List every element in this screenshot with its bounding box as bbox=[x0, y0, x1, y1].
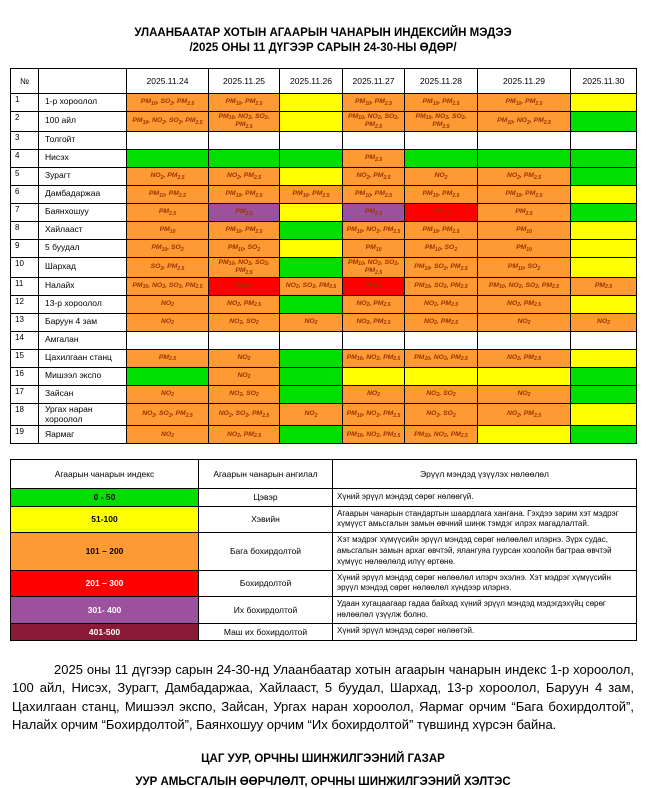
aqi-cell bbox=[571, 111, 637, 131]
aqi-cell: $NO_2$, $PM_{2.5}$ bbox=[478, 403, 571, 426]
legend-row bbox=[11, 597, 637, 624]
station-name: Дамбадаржаа bbox=[39, 185, 127, 203]
station-name: 100 айл bbox=[39, 111, 127, 131]
aqi-cell: $PM_{10}$, $SO_2$, $PM_{2.5}$ bbox=[405, 277, 478, 295]
aqi-row-14 bbox=[11, 331, 637, 349]
aqi-cell bbox=[127, 367, 209, 385]
aqi-cell bbox=[280, 149, 343, 167]
aqi-cell: $PM_{10}$, $NO_2$, $SO_2$, $PM_{2.5}$ bbox=[343, 257, 405, 277]
aqi-cell: $PM_{10}$, $PM_{2.5}$ bbox=[209, 185, 280, 203]
aqi-cell: $NO_2$, $PM_{2.5}$ bbox=[343, 313, 405, 331]
aqi-cell bbox=[571, 385, 637, 403]
aqi-cell: $NO_2$, $SO_2$ bbox=[209, 313, 280, 331]
legend-category: Маш их бохирдолтой bbox=[199, 623, 333, 640]
legend-table-body bbox=[11, 489, 637, 641]
footer-department: УУР АМЬСГАЛЫН ӨӨРЧЛӨЛТ, ОРЧНЫ ШИНЖИЛГЭЭНИЙ ХЭЛТЭС bbox=[135, 775, 511, 788]
aqi-row-12 bbox=[11, 295, 637, 313]
aqi-cell bbox=[571, 295, 637, 313]
station-name: Цахилгаан станц bbox=[39, 349, 127, 367]
aqi-cell bbox=[280, 426, 343, 444]
aqi-cell bbox=[571, 426, 637, 444]
aqi-cell bbox=[127, 131, 209, 149]
aqi-cell: $PM_{10}$, $SO_2$ bbox=[127, 239, 209, 257]
aqi-row-11 bbox=[11, 277, 637, 295]
aqi-cell: $NO_2$, $PM_{2.5}$ bbox=[209, 167, 280, 185]
aqi-cell: $PM_{10}$ bbox=[478, 221, 571, 239]
legend-header-index: Агаарын чанарын индекс bbox=[11, 460, 199, 489]
aqi-station-header bbox=[39, 68, 127, 93]
row-number: 6 bbox=[11, 185, 39, 203]
aqi-row-3 bbox=[11, 131, 637, 149]
aqi-cell bbox=[478, 149, 571, 167]
aqi-cell: $PM_{10}$, $SO_2$ bbox=[478, 257, 571, 277]
aqi-cell: $NO_2$, $PM_{2.5}$ bbox=[127, 167, 209, 185]
aqi-cell: $PM_{10}$, $PM_{2.5}$ bbox=[405, 93, 478, 111]
legend-range: 0 - 50 bbox=[11, 489, 199, 506]
legend-range: 401-500 bbox=[11, 623, 199, 640]
aqi-cell bbox=[280, 93, 343, 111]
aqi-cell bbox=[209, 149, 280, 167]
aqi-cell bbox=[571, 149, 637, 167]
aqi-cell: $PM_{2.5}$ bbox=[478, 203, 571, 221]
aqi-cell bbox=[280, 331, 343, 349]
row-number: 8 bbox=[11, 221, 39, 239]
station-name: Зайсан bbox=[39, 385, 127, 403]
aqi-cell: $NO_2$, $SO_2$ bbox=[405, 385, 478, 403]
aqi-cell: $NO_2$, $PM_{2.5}$ bbox=[343, 167, 405, 185]
aqi-cell: $PM_{10}$, $PM_{2.5}$ bbox=[127, 185, 209, 203]
aqi-cell bbox=[280, 295, 343, 313]
station-name: Налайх bbox=[39, 277, 127, 295]
aqi-cell: $NO_2$ bbox=[209, 349, 280, 367]
aqi-date-header-2: 2025.11.26 bbox=[280, 68, 343, 93]
aqi-row-16 bbox=[11, 367, 637, 385]
legend-row bbox=[11, 570, 637, 597]
aqi-cell bbox=[571, 167, 637, 185]
aqi-cell: $PM_{10}$, $PM_{2.5}$ bbox=[209, 93, 280, 111]
aqi-number-header: № bbox=[11, 68, 39, 93]
aqi-cell: $PM_{2.5}$ bbox=[209, 277, 280, 295]
aqi-cell: $NO_2$ bbox=[478, 385, 571, 403]
aqi-cell: $PM_{10}$, $NO_2$, $SO_2$, $PM_{2.5}$ bbox=[209, 111, 280, 131]
aqi-row-6 bbox=[11, 185, 637, 203]
legend-row bbox=[11, 623, 637, 640]
row-number: 9 bbox=[11, 239, 39, 257]
legend-range: 301- 400 bbox=[11, 597, 199, 624]
aqi-cell: $NO_2$ bbox=[571, 313, 637, 331]
aqi-cell: $PM_{2.5}$ bbox=[343, 203, 405, 221]
aqi-cell: $NO_2$ bbox=[127, 313, 209, 331]
aqi-cell: $NO_2$ bbox=[209, 367, 280, 385]
aqi-cell: $PM_{10}$, $SO_2$ bbox=[209, 239, 280, 257]
row-number: 4 bbox=[11, 149, 39, 167]
aqi-cell: $NO_2$, $SO_2$ bbox=[405, 403, 478, 426]
aqi-cell: $NO_2$ bbox=[127, 426, 209, 444]
aqi-row-15 bbox=[11, 349, 637, 367]
aqi-cell bbox=[343, 367, 405, 385]
row-number: 1 bbox=[11, 93, 39, 111]
row-number: 11 bbox=[11, 277, 39, 295]
row-number: 2 bbox=[11, 111, 39, 131]
aqi-row-8 bbox=[11, 221, 637, 239]
row-number: 17 bbox=[11, 385, 39, 403]
row-number: 13 bbox=[11, 313, 39, 331]
legend-range: 101 – 200 bbox=[11, 533, 199, 570]
aqi-cell bbox=[280, 167, 343, 185]
legend-header-row bbox=[11, 460, 637, 489]
aqi-cell: $PM_{10}$, $NO_2$, $SO_2$, $PM_{2.5}$ bbox=[343, 111, 405, 131]
station-name: Ургах наран хороолол bbox=[39, 403, 127, 426]
aqi-row-19 bbox=[11, 426, 637, 444]
aqi-cell: $PM_{2.5}$ bbox=[127, 349, 209, 367]
aqi-cell: $PM_{10}$, $NO_2$, $SO_2$, $PM_{2.5}$ bbox=[127, 277, 209, 295]
aqi-cell bbox=[405, 131, 478, 149]
legend-range: 201 – 300 bbox=[11, 570, 199, 597]
aqi-cell: $PM_{2.5}$ bbox=[343, 149, 405, 167]
aqi-row-10 bbox=[11, 257, 637, 277]
aqi-cell: $PM_{10}$, $NO_2$, $PM_{2.5}$ bbox=[343, 349, 405, 367]
aqi-cell bbox=[127, 331, 209, 349]
aqi-cell: $NO_2$ bbox=[127, 295, 209, 313]
aqi-cell: $PM_{10}$, $NO_2$, $SO_2$, $PM_{2.5}$ bbox=[478, 277, 571, 295]
aqi-cell: $NO_2$, $PM_{2.5}$ bbox=[343, 295, 405, 313]
row-number: 19 bbox=[11, 426, 39, 444]
aqi-cell bbox=[343, 331, 405, 349]
aqi-row-13 bbox=[11, 313, 637, 331]
aqi-cell bbox=[571, 131, 637, 149]
aqi-cell bbox=[280, 239, 343, 257]
aqi-cell bbox=[280, 349, 343, 367]
aqi-cell bbox=[405, 367, 478, 385]
aqi-cell: $NO_2$, $SO_2$, $PM_{2.5}$ bbox=[209, 403, 280, 426]
aqi-cell bbox=[280, 385, 343, 403]
aqi-cell bbox=[571, 185, 637, 203]
station-name: Амгалан bbox=[39, 331, 127, 349]
aqi-cell: $PM_{10}$, $PM_{2.5}$ bbox=[478, 185, 571, 203]
aqi-date-header-6: 2025.11.30 bbox=[571, 68, 637, 93]
station-name: Толгойт bbox=[39, 131, 127, 149]
aqi-row-2 bbox=[11, 111, 637, 131]
aqi-table bbox=[10, 68, 637, 444]
aqi-cell: $PM_{2.5}$ bbox=[209, 203, 280, 221]
row-number: 18 bbox=[11, 403, 39, 426]
aqi-cell: $NO_2$, $SO_2$, $PM_{2.5}$ bbox=[280, 277, 343, 295]
aqi-cell: $PM_{10}$, $NO_2$, $PM_{2.5}$ bbox=[405, 426, 478, 444]
aqi-cell: $PM_{10}$, $NO_2$, $SO_2$, $PM_{2.5}$ bbox=[405, 111, 478, 131]
aqi-cell: $NO_2$, $PM_{2.5}$ bbox=[209, 295, 280, 313]
legend-effect: Агаарын чанарын стандартын шаардлага хангана. Гэхдээ зарим хэт мэдрэг хүмүүст амьсгалын замын өвчний шинж тэмдэг илрэх магадлалтай. bbox=[333, 506, 637, 533]
aqi-cell bbox=[280, 111, 343, 131]
aqi-row-4 bbox=[11, 149, 637, 167]
row-number: 3 bbox=[11, 131, 39, 149]
aqi-cell: $PM_{10}$, $SO_2$, $PM_{2.5}$ bbox=[405, 257, 478, 277]
legend-effect: Хэт мэдрэг хүмүүсийн эрүүл мэндэд сөрөг нөлөөлөл илэрнэ. Зүрх судас, амьсгалын замын архаг өвчтэй, ялангуяа гуурсан хоолойн багтраа өвчтэй хүмүүс нөлөөлөлд илүү өртөнө. bbox=[333, 533, 637, 570]
row-number: 10 bbox=[11, 257, 39, 277]
row-number: 14 bbox=[11, 331, 39, 349]
legend-row bbox=[11, 533, 637, 570]
station-name: 13-р хороолол bbox=[39, 295, 127, 313]
aqi-cell: $NO_2$, $SO_2$ bbox=[209, 385, 280, 403]
aqi-cell: $NO_2$, $PM_{2.5}$ bbox=[478, 167, 571, 185]
legend-effect: Хүний эрүүл мэндэд сөрөг нөлөөтэй. bbox=[333, 623, 637, 640]
aqi-cell: $PM_{10}$ bbox=[343, 239, 405, 257]
aqi-cell: $PM_{10}$ bbox=[127, 221, 209, 239]
aqi-cell bbox=[280, 257, 343, 277]
aqi-cell: $PM_{10}$, $NO_2$, $PM_{2.5}$ bbox=[343, 426, 405, 444]
aqi-cell: $PM_{10}$, $PM_{2.5}$ bbox=[405, 221, 478, 239]
aqi-cell: $PM_{10}$, $NO_2$, $SO_2$, $PM_{2.5}$ bbox=[209, 257, 280, 277]
aqi-row-17 bbox=[11, 385, 637, 403]
aqi-cell bbox=[571, 239, 637, 257]
row-number: 7 bbox=[11, 203, 39, 221]
station-name: Нисэх bbox=[39, 149, 127, 167]
aqi-cell bbox=[280, 203, 343, 221]
aqi-cell: $NO_2$ bbox=[127, 385, 209, 403]
aqi-cell: $PM_{10}$, $PM_{2.5}$ bbox=[405, 185, 478, 203]
aqi-cell bbox=[571, 331, 637, 349]
legend-effect: Удаан хугацаагаар гадаа байхад хүний эрүүл мэндэд мэдэгдэхүйц сөрөг нөлөөлөл үзүүлж болно. bbox=[333, 597, 637, 624]
aqi-cell: $PM_{10}$, $PM_{2.5}$ bbox=[343, 185, 405, 203]
legend-category: Бага бохирдолтой bbox=[199, 533, 333, 570]
station-name: 1-р хороолол bbox=[39, 93, 127, 111]
aqi-cell bbox=[571, 257, 637, 277]
station-name: Зурагт bbox=[39, 167, 127, 185]
report-title: УЛААНБААТАР ХОТЫН АГААРЫН ЧАНАРЫН ИНДЕКСИЙН МЭДЭЭ bbox=[134, 27, 512, 39]
station-name: 5 буудал bbox=[39, 239, 127, 257]
aqi-cell: $NO_2$, $PM_{2.5}$ bbox=[478, 295, 571, 313]
summary-paragraph: 2025 оны 11 дүгээр сарын 24-30-нд Улаанбаатар хотын агаарын чанарын индекс 1-р хороолол, 100 айл, Нисэх, Зурагт, Дамбадаржаа, Хайлааст, 5 буудал, Шархад, 13-р хороолол, Баруун 4 зам, Цахилгаан станц, Мишээл экспо, Зайсан, Ургах наран хороолол, Яармаг орчим “Бага бохирдолтой”, Налайх орчим “Бохирдолтой”, Баянхошуу орчим “Их бохирдолтой” түвшинд хүрсэн байна. bbox=[12, 661, 634, 733]
legend-header-effect: Эрүүл мэндэд үзүүлэх нөлөөлөл bbox=[333, 460, 637, 489]
aqi-row-9 bbox=[11, 239, 637, 257]
aqi-cell bbox=[478, 426, 571, 444]
aqi-table-body bbox=[11, 93, 637, 443]
aqi-cell bbox=[405, 149, 478, 167]
aqi-cell: $PM_{10}$, $SO_2$ bbox=[405, 239, 478, 257]
aqi-cell: $NO_2$, $PM_{2.5}$ bbox=[405, 313, 478, 331]
aqi-cell: $PM_{10}$, $PM_{2.5}$ bbox=[343, 93, 405, 111]
aqi-cell: $PM_{10}$, $NO_2$, $PM_{2.5}$ bbox=[478, 111, 571, 131]
station-name: Мишээл экспо bbox=[39, 367, 127, 385]
aqi-row-5 bbox=[11, 167, 637, 185]
aqi-cell bbox=[571, 221, 637, 239]
aqi-cell bbox=[127, 149, 209, 167]
row-number: 16 bbox=[11, 367, 39, 385]
aqi-date-header-4: 2025.11.28 bbox=[405, 68, 478, 93]
station-name: Шархад bbox=[39, 257, 127, 277]
aqi-cell: $NO_2$ bbox=[280, 313, 343, 331]
aqi-cell: $SO_2$, $PM_{2.5}$ bbox=[127, 257, 209, 277]
aqi-cell: $PM_{10}$, $SO_2$, $PM_{2.5}$ bbox=[127, 93, 209, 111]
aqi-cell bbox=[571, 203, 637, 221]
aqi-cell: $NO_2$, $PM_{2.5}$ bbox=[478, 349, 571, 367]
aqi-cell bbox=[280, 367, 343, 385]
aqi-cell bbox=[478, 331, 571, 349]
aqi-row-18 bbox=[11, 403, 637, 426]
aqi-cell bbox=[571, 93, 637, 111]
aqi-cell: $NO_2$, $SO_2$, $PM_{2.5}$ bbox=[127, 403, 209, 426]
aqi-cell: $PM_{10}$, $PM_{2.5}$ bbox=[209, 221, 280, 239]
aqi-cell: $PM_{10}$, $PM_{2.5}$ bbox=[478, 93, 571, 111]
row-number: 15 bbox=[11, 349, 39, 367]
aqi-cell: $NO_2$ bbox=[405, 167, 478, 185]
aqi-cell bbox=[571, 403, 637, 426]
aqi-cell: $NO_2$, $PM_{2.5}$ bbox=[405, 295, 478, 313]
aqi-cell bbox=[209, 131, 280, 149]
aqi-cell: $PM_{2.5}$ bbox=[127, 203, 209, 221]
aqi-cell: $PM_{10}$, $NO_2$, $PM_{2.5}$ bbox=[405, 349, 478, 367]
aqi-cell: $PM_{2.5}$ bbox=[571, 277, 637, 295]
aqi-cell bbox=[280, 221, 343, 239]
aqi-cell: $PM_{10}$, $NO_2$, $PM_{2.5}$ bbox=[343, 221, 405, 239]
legend-category: Хэвийн bbox=[199, 506, 333, 533]
aqi-date-header-5: 2025.11.29 bbox=[478, 68, 571, 93]
aqi-cell bbox=[478, 367, 571, 385]
aqi-date-header-3: 2025.11.27 bbox=[343, 68, 405, 93]
station-name: Баянхошуу bbox=[39, 203, 127, 221]
aqi-cell bbox=[343, 131, 405, 149]
aqi-date-header-1: 2025.11.25 bbox=[209, 68, 280, 93]
aqi-cell bbox=[571, 349, 637, 367]
aqi-legend-table bbox=[10, 459, 637, 641]
report-subtitle: /2025 ОНЫ 11 ДҮГЭЭР САРЫН 24-30-НЫ ӨДӨР/ bbox=[189, 41, 457, 54]
aqi-cell: $PM_{10}$ bbox=[478, 239, 571, 257]
aqi-cell: $PM_{2.5}$ bbox=[405, 203, 478, 221]
station-name: Яармаг bbox=[39, 426, 127, 444]
aqi-cell: $PM_{10}$, $NO_2$, $PM_{2.5}$ bbox=[343, 403, 405, 426]
legend-effect: Хүний эрүүл мэндэд сөрөг нөлөөгүй. bbox=[333, 489, 637, 506]
aqi-cell bbox=[280, 131, 343, 149]
aqi-row-7 bbox=[11, 203, 637, 221]
legend-row bbox=[11, 506, 637, 533]
aqi-cell: $NO_2$ bbox=[280, 403, 343, 426]
aqi-date-header-0: 2025.11.24 bbox=[127, 68, 209, 93]
legend-row bbox=[11, 489, 637, 506]
aqi-cell bbox=[405, 331, 478, 349]
legend-header-category: Агаарын чанарын ангилал bbox=[199, 460, 333, 489]
row-number: 12 bbox=[11, 295, 39, 313]
station-name: Баруун 4 зам bbox=[39, 313, 127, 331]
legend-category: Бохирдолтой bbox=[199, 570, 333, 597]
aqi-cell bbox=[478, 131, 571, 149]
aqi-cell: $PM_{2.5}$ bbox=[343, 277, 405, 295]
station-name: Хайлааст bbox=[39, 221, 127, 239]
aqi-header-row bbox=[11, 68, 637, 93]
row-number: 5 bbox=[11, 167, 39, 185]
legend-category: Цэвэр bbox=[199, 489, 333, 506]
aqi-cell bbox=[571, 367, 637, 385]
footer-agency: ЦАГ УУР, ОРЧНЫ ШИНЖИЛГЭЭНИЙ ГАЗАР bbox=[201, 752, 445, 765]
aqi-cell: $NO_2$ bbox=[343, 385, 405, 403]
aqi-cell bbox=[209, 331, 280, 349]
aqi-cell: $PM_{10}$, $PM_{2.5}$ bbox=[280, 185, 343, 203]
aqi-row-1 bbox=[11, 93, 637, 111]
aqi-cell: $NO_2$ bbox=[478, 313, 571, 331]
legend-effect: Хүний эрүүл мэндэд сөрөг нөлөөлөл илэрч эхэлнэ. Хэт мэдрэг хүмүүсийн эрүүл мэндэд сөрөг нөлөөлөл хүндээр илэрнэ. bbox=[333, 570, 637, 597]
legend-category: Их бохирдолтой bbox=[199, 597, 333, 624]
aqi-cell: $PM_{10}$, $NO_2$, $SO_2$, $PM_{2.5}$ bbox=[127, 111, 209, 131]
legend-range: 51-100 bbox=[11, 506, 199, 533]
aqi-cell: $NO_2$, $PM_{2.5}$ bbox=[209, 426, 280, 444]
